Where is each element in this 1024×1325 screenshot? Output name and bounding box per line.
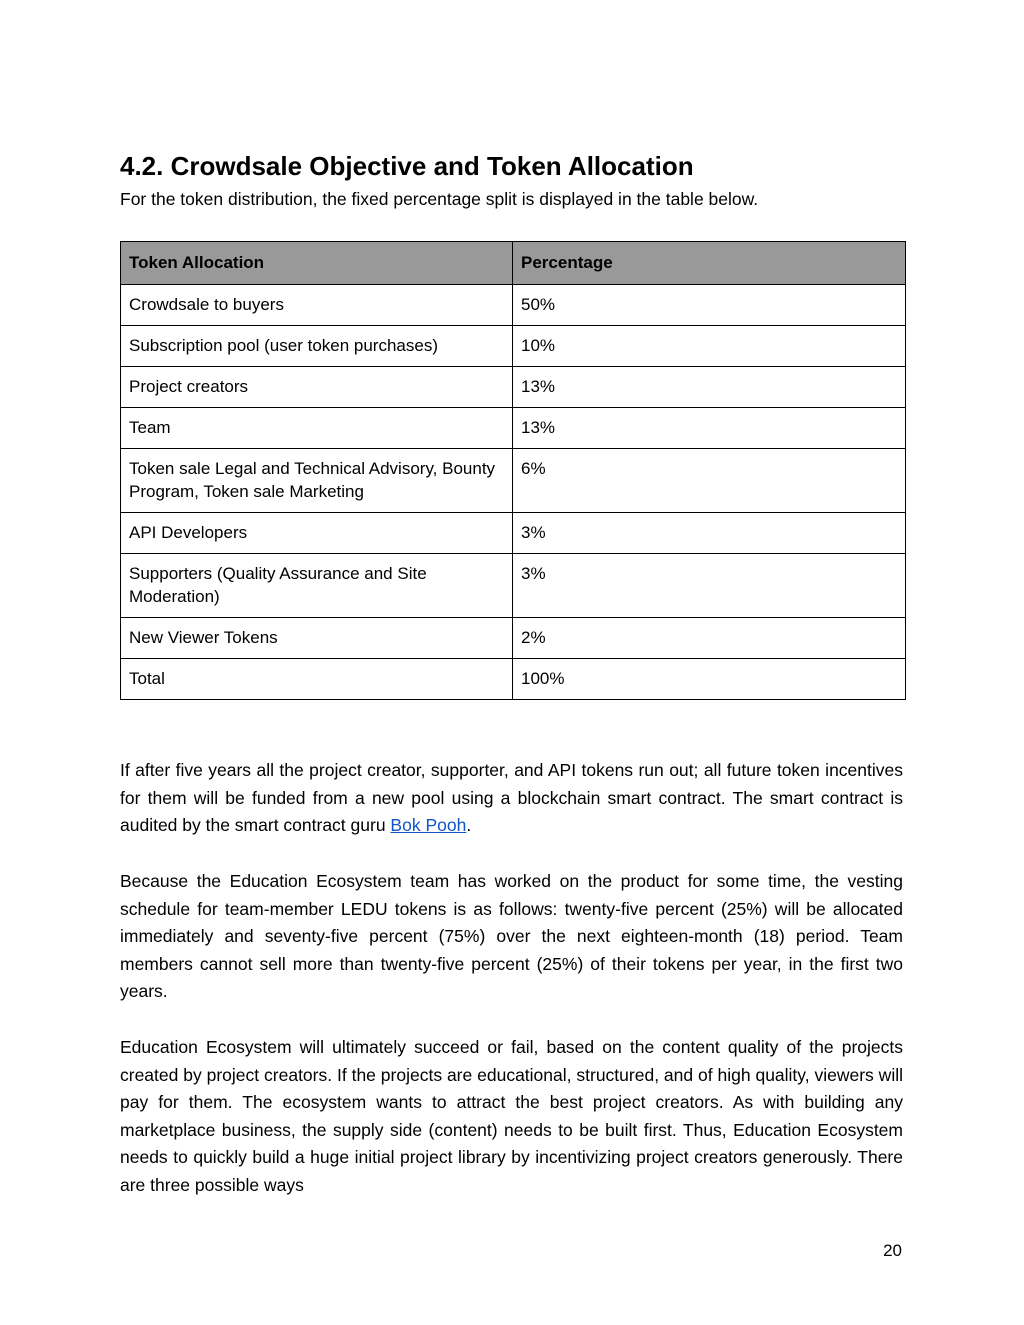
percentage-cell: 50% [513,285,906,326]
percentage-cell: 100% [513,659,906,700]
table-row [121,367,906,408]
section-heading: 4.2. Crowdsale Objective and Token Allocation [120,151,694,181]
percentage-cell: 13% [513,367,906,408]
allocation-cell: Supporters (Quality Assurance and Site Moderation) [121,554,513,618]
section-intro: For the token distribution, the fixed percentage split is displayed in the table below. [120,189,759,209]
table-row [121,408,906,449]
allocation-cell: Crowdsale to buyers [121,285,513,326]
percentage-cell: 13% [513,408,906,449]
percentage-cell: 2% [513,618,906,659]
bok-pooh-link[interactable]: Bok Pooh [390,815,467,836]
table-row [121,618,906,659]
percentage-cell: 3% [513,513,906,554]
paragraph-text: . [466,815,472,836]
table-header-row [121,242,906,285]
allocation-cell: API Developers [121,513,513,554]
percentage-cell: 6% [513,449,906,513]
paragraph-content-quality: Education Ecosystem will ultimately succeed or fail, based on the content quality of the projects created by project creators. If the projects are educational, structured, and of high quality, viewers will pay for them. The ecosystem wants to attract the best project creators. As with building any marketplace business, the supply side (content) needs to be built first. Thus, Education Ecosystem needs to quickly build a huge initial project library by incentivizing project creators generously. There are three possible ways [120,1037,903,1195]
header-percentage: Percentage [513,242,906,285]
percentage-cell: 3% [513,554,906,618]
table-row [121,285,906,326]
percentage-cell: 10% [513,326,906,367]
header-token-allocation: Token Allocation [121,242,513,285]
table-row [121,513,906,554]
allocation-cell: Project creators [121,367,513,408]
paragraph-text: If after five years all the project creator, supporter, and API tokens run out; all future token incentives for them will be funded from a new pool using a blockchain smart contract. The smart contract is audited by the smart contract guru [120,760,903,836]
page-number: 20 [883,1241,902,1260]
allocation-cell: Team [121,408,513,449]
paragraph-vesting-schedule: Because the Education Ecosystem team has worked on the product for some time, the vesting schedule for team-member LEDU tokens is as follows: twenty-five percent (25%) will be allocated immediately and seventy-five percent (75%) over the next eighteen-month (18) period. Team members cannot sell more than twenty-five percent (25%) of their tokens per year, in the first two years. [120,871,903,1002]
table-row [121,326,906,367]
allocation-cell: Total [121,659,513,700]
table-row [121,449,906,513]
paragraph-token-incentives [120,757,903,840]
allocation-cell: Subscription pool (user token purchases) [121,326,513,367]
table-row-total [121,659,906,700]
table-row [121,554,906,618]
allocation-cell: Token sale Legal and Technical Advisory, Bounty Program, Token sale Marketing [121,449,513,513]
allocation-cell: New Viewer Tokens [121,618,513,659]
token-allocation-table [120,241,906,700]
